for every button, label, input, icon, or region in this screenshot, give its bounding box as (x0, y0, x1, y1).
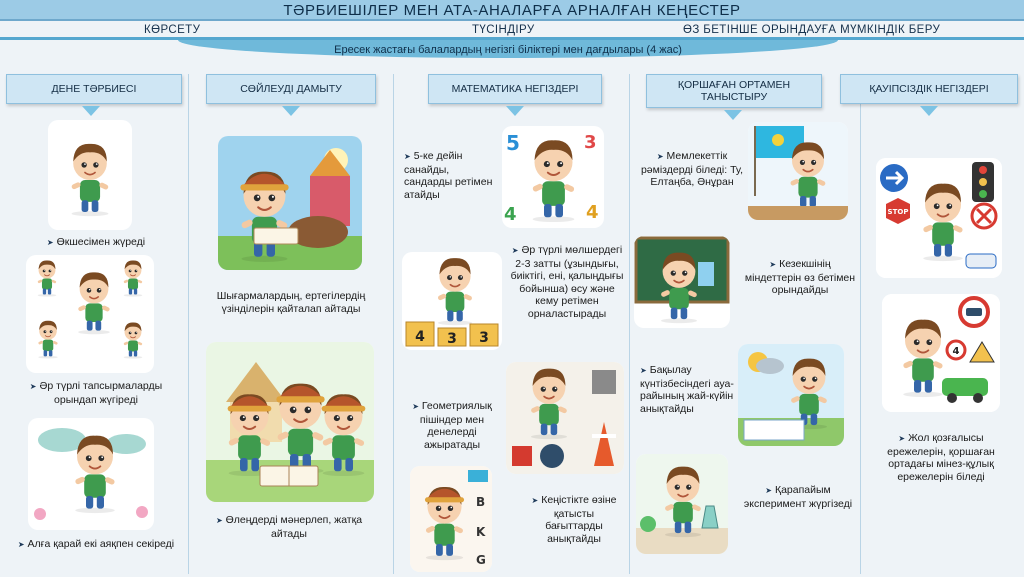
stop-text: STOP (887, 208, 909, 216)
item-text: Қарапайым эксперимент жүргізеді (743, 484, 853, 510)
subheading-explain: ТҮСІНДІРУ (472, 24, 535, 36)
item-running (8, 380, 184, 406)
number-four: 4 (586, 202, 599, 223)
item-text: Бақылау күнтізбесіндегі ауа-райының жай-күйін анықтайды (640, 364, 734, 415)
bullet-arrow-icon: ➤ (404, 152, 411, 161)
bullet-arrow-icon: ➤ (46, 238, 54, 247)
block-number: 4 (415, 329, 425, 345)
kid-flag-image (748, 122, 848, 220)
column-header-safety (840, 74, 1018, 104)
column-title: ДЕНЕ ТӘРБИЕСІ (51, 83, 137, 95)
bullet-arrow-icon: ➤ (17, 540, 25, 549)
bullet-arrow-icon: ➤ (531, 496, 539, 505)
column-header-speech (206, 74, 376, 104)
item-text: Кезекшінің міндеттерін өз бетімен орындайды (744, 258, 856, 296)
number-three: 3 (584, 132, 597, 153)
item-jumping (14, 538, 178, 552)
item-order-sizes (508, 244, 626, 320)
kid-weather-image (738, 344, 844, 446)
kid-sizes-image (402, 252, 502, 350)
bullet-arrow-icon: ➤ (29, 382, 37, 391)
page-title: ТӘРБИЕШІЛЕР МЕН АТА-АНАЛАРҒА АРНАЛҒАН КЕҢЕСТЕР (283, 2, 741, 19)
item-text: Әр түрлі тапсырмаларды орындап жүгіреді (39, 380, 163, 406)
number-four: 4 (504, 204, 517, 225)
subheading-independence: ӨЗ БЕТІНШЕ ОРЫНДАУҒА МҮМКІНДІК БЕРУ (683, 24, 941, 36)
bullet-arrow-icon: ➤ (640, 366, 647, 375)
item-state-symbols (638, 150, 746, 189)
kids-running-image (26, 255, 154, 373)
down-arrow-icon (506, 106, 524, 116)
bullet-arrow-icon: ➤ (898, 434, 906, 443)
down-arrow-icon (82, 106, 100, 116)
item-weather (640, 364, 736, 415)
item-text: Мемлекеттік рәміздерді біледі: Ту, Елтаңба, Әнұран (640, 150, 744, 188)
column-title: ҚОРШАҒАН ОРТАМЕН ТАНЫСТЫРУ (677, 79, 791, 103)
item-directions (524, 494, 624, 545)
subheading-show: КӨРСЕТУ (144, 24, 201, 36)
kids-poetry-image (206, 342, 374, 502)
letter-g: G (476, 553, 486, 567)
age-band-text: Ересек жастағы балалардың негізгі біліктері мен дағдылары (4 жас) (334, 44, 682, 56)
item-text: Кеңістікте өзіне қатысты бағыттарды анықтайды (541, 494, 617, 545)
number-five: 5 (506, 131, 520, 155)
down-arrow-icon (282, 106, 300, 116)
bullet-arrow-icon: ➤ (769, 260, 777, 269)
item-count-five (404, 150, 496, 201)
kid-shapes-image (506, 362, 624, 474)
block-number: 3 (479, 330, 489, 346)
item-text: Геометриялық пішіндер мен денелерді ажыратады (419, 400, 492, 451)
item-road-rules (874, 432, 1008, 483)
bullet-arrow-icon: ➤ (765, 486, 772, 495)
column-title: МАТЕМАТИКА НЕГІЗДЕРІ (451, 83, 579, 95)
item-shapes (402, 400, 502, 451)
column-divider (188, 74, 189, 574)
column-header-physical (6, 74, 182, 104)
kid-walking-image (48, 120, 132, 230)
bullet-arrow-icon: ➤ (656, 152, 664, 161)
item-text: Әр түрлі мөлшердегі 2-3 затты (ұзындығы, биіктігі, ені, қалыңдығы бойынша) өсу және кему ретімен орналастырады (510, 244, 624, 320)
kid-reading-image (218, 136, 362, 270)
letter-k: K (476, 525, 486, 539)
down-arrow-icon (920, 106, 938, 116)
item-text: Жол қозғалысы ережелерін, қоршаған ортадағы мінез-құлық ережелерін біледі (887, 432, 995, 483)
item-duty (740, 258, 860, 297)
bullet-arrow-icon: ➤ (511, 246, 519, 255)
column-divider (629, 74, 630, 574)
column-divider (393, 74, 394, 574)
block-number: 3 (447, 331, 457, 347)
item-text: 5-ке дейін санайды, сандарды ретімен атайды (404, 150, 493, 201)
kid-traffic-image (876, 158, 1002, 278)
down-arrow-icon (724, 110, 742, 120)
item-text: Шығармалардың, ертегілердің үзінділерін қайталап айтады (216, 290, 366, 315)
kid-jumping-image (28, 418, 154, 530)
letter-b: B (476, 495, 486, 509)
age-band (178, 40, 838, 58)
column-title: СӨЙЛЕУДІ ДАМЫТУ (240, 83, 342, 95)
kid-road-signs-image (882, 294, 1000, 412)
column-divider (860, 74, 861, 574)
item-retell (200, 290, 382, 315)
sign-number: 4 (952, 346, 960, 357)
kid-duty-image (634, 236, 730, 328)
item-text: Өлеңдерді мәнерлеп, жатқа айтады (225, 514, 363, 540)
column-header-environment (646, 74, 822, 108)
bullet-arrow-icon: ➤ (215, 516, 223, 525)
item-text: Алға қарай екі аяқпен секіреді (27, 538, 175, 550)
column-title: ҚАУІПСІЗДІК НЕГІЗДЕРІ (869, 83, 989, 95)
item-poems (214, 514, 364, 540)
kid-directions-image (410, 466, 492, 572)
item-text: Өкшесімен жүреді (56, 236, 146, 248)
item-experiment (738, 484, 858, 510)
title-bar (0, 0, 1024, 21)
column-header-math (428, 74, 602, 104)
item-heel-walk (14, 236, 178, 250)
kid-experiment-image (636, 454, 728, 554)
kid-numbers-image (502, 126, 604, 228)
bullet-arrow-icon: ➤ (412, 402, 419, 411)
